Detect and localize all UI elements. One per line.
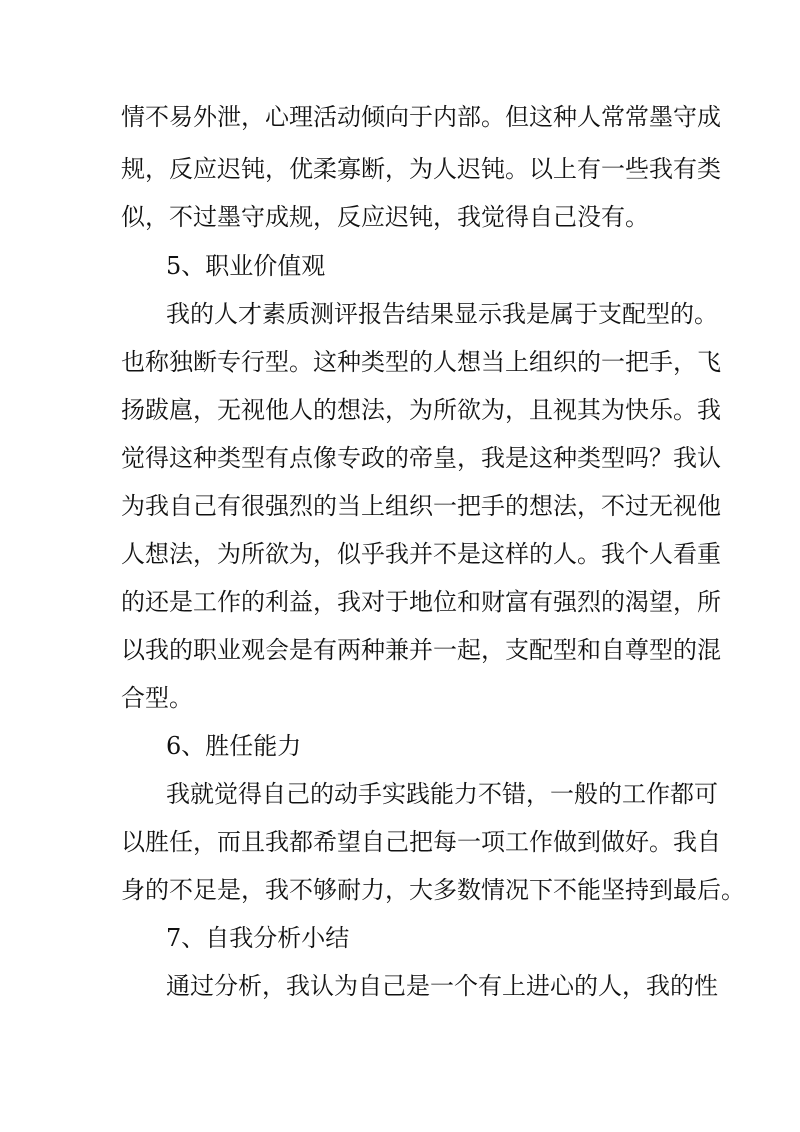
paragraph-line: 合型。 <box>121 684 193 712</box>
paragraph-line: 通过分析，我认为自己是一个有上进心的人，我的性 <box>166 972 718 1000</box>
paragraph-line: 人想法，为所欲为，似乎我并不是这样的人。我个人看重 <box>121 540 721 568</box>
paragraph-line: 我的人才素质测评报告结果显示我是属于支配型的。 <box>166 300 718 328</box>
paragraph-line: 为我自己有很强烈的当上组织一把手的想法，不过无视他 <box>121 492 721 520</box>
section-heading-5: 5、职业价值观 <box>166 252 326 280</box>
paragraph-line: 扬跋扈，无视他人的想法，为所欲为，且视其为快乐。我 <box>121 396 721 424</box>
paragraph-line: 身的不足是，我不够耐力，大多数情况下不能坚持到最后。 <box>121 876 745 904</box>
paragraph-line: 以胜任，而且我都希望自己把每一项工作做到做好。我自 <box>121 828 721 856</box>
paragraph-line: 也称独断专行型。这种类型的人想当上组织的一把手，飞 <box>121 348 721 376</box>
section-heading-6: 6、胜任能力 <box>166 732 302 760</box>
paragraph-line: 规，反应迟钝，优柔寡断，为人迟钝。以上有一些我有类 <box>121 155 721 183</box>
paragraph-line: 我就觉得自己的动手实践能力不错，一般的工作都可 <box>166 780 718 808</box>
section-heading-7: 7、自我分析小结 <box>166 924 350 952</box>
paragraph-line: 以我的职业观会是有两种兼并一起，支配型和自尊型的混 <box>121 636 721 664</box>
paragraph-line: 情不易外泄，心理活动倾向于内部。但这种人常常墨守成 <box>121 103 721 131</box>
paragraph-line: 的还是工作的利益，我对于地位和财富有强烈的渴望，所 <box>121 588 721 616</box>
paragraph-line: 觉得这种类型有点像专政的帝皇，我是这种类型吗？我认 <box>121 444 721 472</box>
paragraph-line: 似，不过墨守成规，反应迟钝，我觉得自己没有。 <box>121 203 649 231</box>
